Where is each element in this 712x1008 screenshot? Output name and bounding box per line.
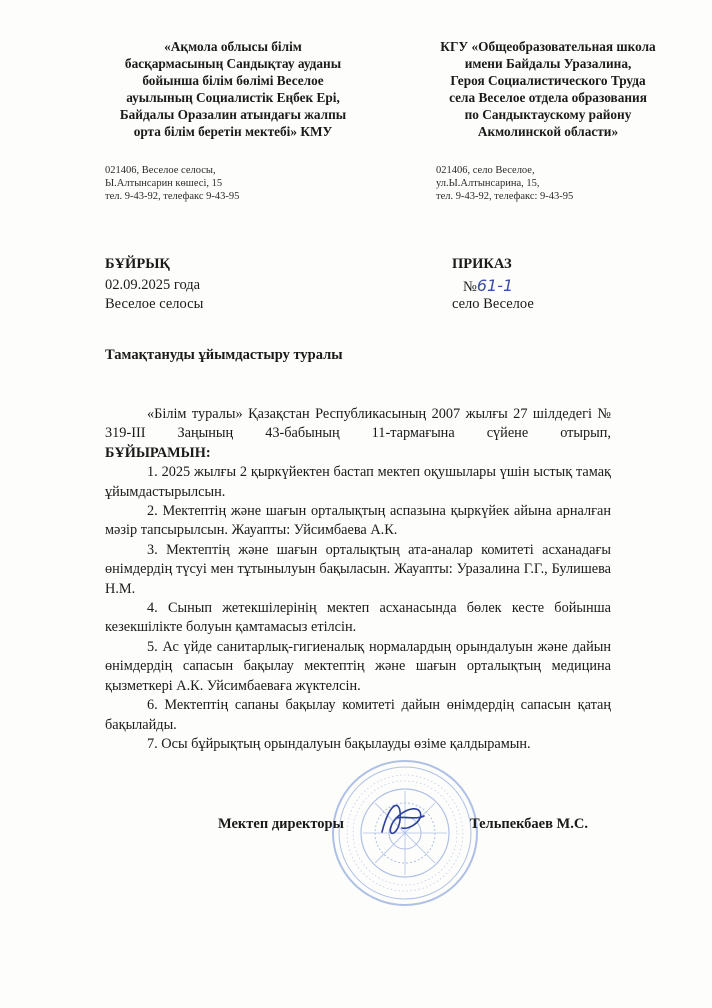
address-kazakh bbox=[105, 164, 239, 204]
decree-word: БҰЙЫРАМЫН: bbox=[105, 444, 211, 461]
decree-paragraph bbox=[105, 444, 611, 463]
order-item: 3. Мектептің және шағын орталықтың ата-аналар комитеті асханадағы өнімдердің түсуі мен тұтынылуын бақыласын. Жауапты: Уразалина Г.Г., Булишева Н.М. bbox=[105, 541, 611, 597]
order-subject: Тамақтануды ұйымдастыру туралы bbox=[105, 347, 343, 363]
address-line: ул.Ы.Алтынсарина, 15, bbox=[436, 178, 540, 190]
header-ru-line: села Веселое отдела образования bbox=[449, 90, 647, 105]
order-date: 02.09.2025 года bbox=[105, 277, 201, 293]
header-ru-line: имени Байдалы Уразалина, bbox=[464, 56, 632, 71]
order-item: 2. Мектептің және шағын орталықтың аспазына қыркүйек айына арналған мәзір тапсырылсын. Жауапты: Уйсимбаева А.К. bbox=[105, 503, 611, 539]
address-line: 021406, Веселое селосы, bbox=[105, 165, 216, 176]
order-body bbox=[105, 405, 611, 754]
signatory-name: Тельпекбаев М.С. bbox=[470, 816, 588, 832]
header-ru-line: по Сандыктаускому району bbox=[464, 107, 632, 122]
order-item: 5. Ас үйде санитарлық-гигиеналық нормалардың орындалуын және дайын өнімдердің сапасын бақылау мектептің және шағын орталықтың медицина қызметкері А.К. Уйсимбаеваға жүктелсін. bbox=[105, 638, 611, 694]
header-kz-line: бойынша білім бөлімі Веселое bbox=[142, 73, 324, 88]
order-place-kazakh: Веселое селосы bbox=[105, 296, 204, 312]
header-ru-line: Героя Социалистического Труда bbox=[450, 73, 646, 88]
header-kz-line: «Ақмола облысы білім bbox=[164, 39, 302, 54]
order-number bbox=[463, 276, 513, 297]
order-item: 6. Мектептің сапаны бақылау комитеті дайын өнімдердің сапасын қатаң бақылайды. bbox=[105, 697, 611, 733]
order-item: 4. Сынып жетекшілерінің мектеп асханасында бөлек кесте бойынша кезекшілікте болуын қамтамасыз етілсін. bbox=[105, 600, 611, 636]
header-kz-line: ауылының Социалистік Еңбек Ері, bbox=[126, 90, 340, 105]
address-line: тел. 9-43-92, телефакс: 9-43-95 bbox=[436, 191, 574, 203]
header-ru-line: КГУ «Общеобразовательная школа bbox=[440, 39, 656, 54]
order-title-russian: ПРИКАЗ bbox=[452, 256, 512, 272]
signature-icon bbox=[372, 790, 432, 850]
order-title-kazakh: БҰЙРЫҚ bbox=[105, 256, 170, 272]
number-sign: № bbox=[463, 279, 477, 295]
address-line: Ы.Алтынсарин көшесі, 15 bbox=[105, 178, 223, 190]
order-item: 1. 2025 жылғы 2 қыркүйектен бастап мектеп оқушылары үшін ыстық тамақ ұйымдастырылсын. bbox=[105, 464, 611, 500]
header-ru-line: Акмолинской области» bbox=[477, 124, 619, 139]
header-kz-line: орта білім беретін мектебі» КМУ bbox=[133, 124, 333, 139]
order-item: 7. Осы бұйрықтың орындалуын бақылауды өзіме қалдырамын. bbox=[147, 735, 531, 752]
address-line: тел. 9-43-92, телефакс 9-43-95 bbox=[105, 191, 240, 203]
header-kz-line: Байдалы Оразалин атындағы жалпы bbox=[119, 107, 347, 122]
header-kz-line: басқармасының Сандықтау ауданы bbox=[124, 56, 342, 71]
order-place-russian: село Веселое bbox=[452, 296, 534, 312]
address-line: 021406, село Веселое, bbox=[436, 165, 535, 176]
intro-paragraph: «Білім туралы» Қазақстан Республикасының 2007 жылғы 27 шілдедегі № 319-III Заңының 43-бабының 11-тармағына сүйене отырып, bbox=[105, 406, 611, 442]
order-number-handwritten: 61-1 bbox=[476, 276, 514, 295]
header-russian bbox=[398, 38, 698, 140]
header-kazakh bbox=[88, 38, 378, 140]
signatory-role: Мектеп директоры bbox=[218, 816, 344, 832]
address-russian bbox=[436, 164, 573, 204]
